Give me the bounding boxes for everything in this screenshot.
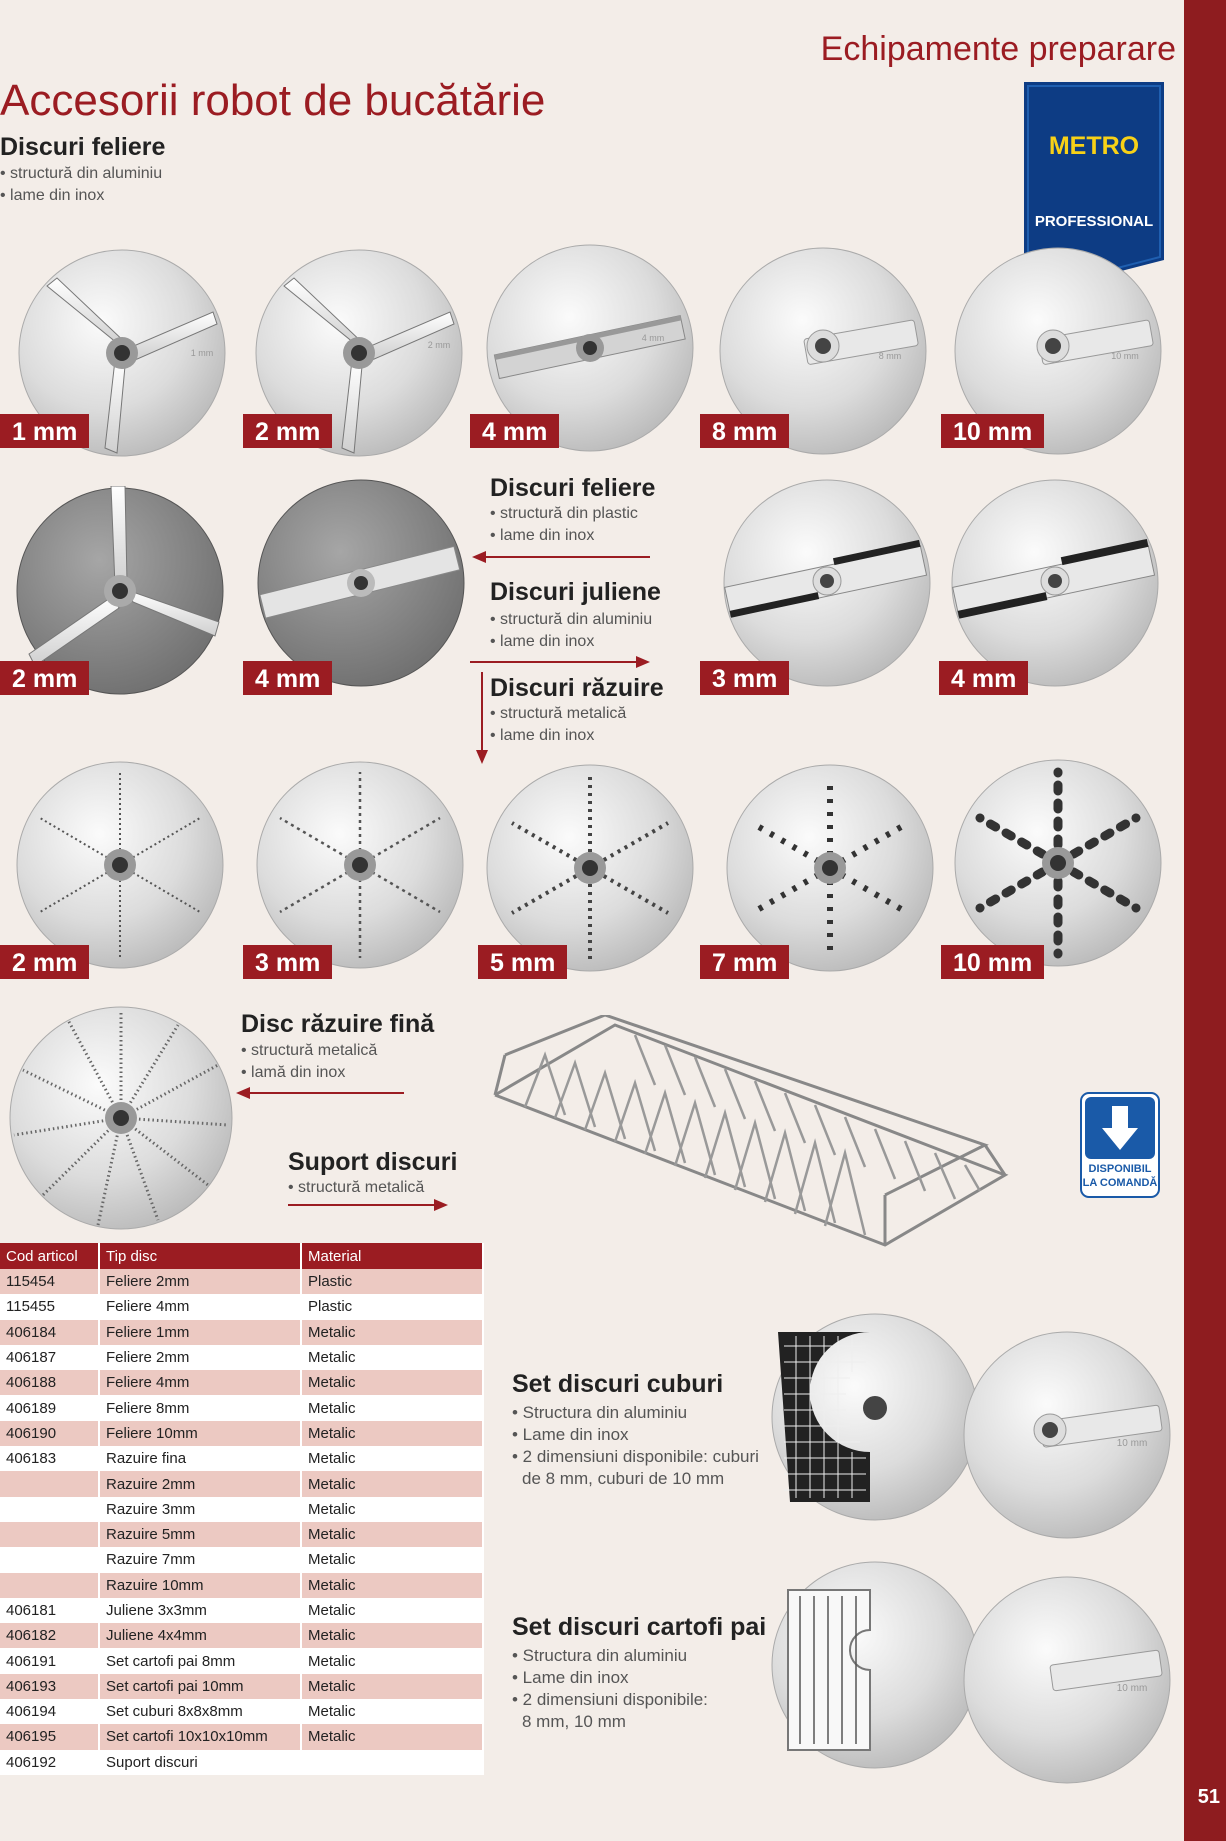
- cell-disc-type: Feliere 1mm: [99, 1320, 301, 1345]
- available-on-order-badge: [1080, 1092, 1160, 1198]
- cell-code: 115455: [0, 1294, 99, 1319]
- size-label: 3 mm: [700, 661, 789, 695]
- page-number: 51: [1197, 1786, 1220, 1808]
- size-label: 3 mm: [243, 945, 332, 979]
- group-bullets-fries-set: • Structura din aluminiu • Lame din inox • 2 dimensiuni disponibile: 8 mm, 10 mm: [512, 1646, 708, 1731]
- fine-grating-disc: [8, 1005, 234, 1231]
- group-title-slicing-plastic: Discuri feliere: [490, 474, 656, 502]
- cell-code: 406194: [0, 1699, 99, 1724]
- cell-material: [301, 1750, 483, 1775]
- cell-code: [0, 1573, 99, 1598]
- badge-line-1: DISPONIBIL: [1088, 1163, 1152, 1175]
- table-row: [0, 1269, 483, 1294]
- cell-code: [0, 1522, 99, 1547]
- cell-disc-type: Suport discuri: [99, 1750, 301, 1775]
- cell-code: 406193: [0, 1674, 99, 1699]
- cell-material: Metalic: [301, 1547, 483, 1572]
- group-bullets-dicing-set: • Structura din aluminiu • Lame din inox • 2 dimensiuni disponibile: cuburi de 8 mm, cuburi de 10 mm: [512, 1403, 759, 1488]
- size-label: 4 mm: [243, 661, 332, 695]
- cell-code: 406191: [0, 1648, 99, 1673]
- cell-disc-type: Razuire 5mm: [99, 1522, 301, 1547]
- cell-disc-type: Feliere 4mm: [99, 1294, 301, 1319]
- group-title-disc-holder: Suport discuri: [288, 1148, 458, 1176]
- cell-material: Metalic: [301, 1573, 483, 1598]
- table-header-row: [0, 1243, 483, 1269]
- plastic-slicing-disc-4mm: [256, 478, 466, 688]
- cell-disc-type: Set cuburi 8x8x8mm: [99, 1699, 301, 1724]
- cell-disc-type: Feliere 8mm: [99, 1395, 301, 1420]
- arrow-left-icon: [234, 1085, 404, 1101]
- cell-material: Metalic: [301, 1598, 483, 1623]
- table-row: [0, 1421, 483, 1446]
- svg-text:2 mm: 2 mm: [427, 340, 451, 350]
- size-label: 2 mm: [243, 414, 332, 448]
- size-label: 2 mm: [0, 661, 89, 695]
- size-label: 2 mm: [0, 945, 89, 979]
- cell-material: Metalic: [301, 1648, 483, 1673]
- cell-material: Metalic: [301, 1699, 483, 1724]
- cell-material: Metalic: [301, 1724, 483, 1749]
- cell-disc-type: Razuire 10mm: [99, 1573, 301, 1598]
- cell-code: 406190: [0, 1421, 99, 1446]
- size-label: 5 mm: [478, 945, 567, 979]
- article-table: [0, 1243, 484, 1775]
- cell-disc-type: Feliere 10mm: [99, 1421, 301, 1446]
- size-label: 1 mm: [0, 414, 89, 448]
- svg-text:10 mm: 10 mm: [1116, 1683, 1148, 1694]
- table-row: [0, 1547, 483, 1572]
- table-row: [0, 1699, 483, 1724]
- table-row: [0, 1395, 483, 1420]
- table-row: [0, 1724, 483, 1749]
- table-row: [0, 1497, 483, 1522]
- size-label: 10 mm: [941, 414, 1044, 448]
- svg-text:10 mm: 10 mm: [1111, 351, 1139, 361]
- fries-slicing-disc: [962, 1575, 1172, 1785]
- cell-material: Metalic: [301, 1345, 483, 1370]
- group-bullets-slicing-aluminium: • structură din aluminiu • lame din inox: [0, 165, 163, 204]
- table-row: [0, 1598, 483, 1623]
- cell-material: Plastic: [301, 1294, 483, 1319]
- table-row: [0, 1573, 483, 1598]
- table-row: [0, 1320, 483, 1345]
- group-bullets-grating: • structură metalică • lame din inox: [490, 705, 627, 744]
- svg-text:10 mm: 10 mm: [1116, 1438, 1148, 1449]
- cell-disc-type: Feliere 2mm: [99, 1269, 301, 1294]
- cell-disc-type: Set cartofi pai 10mm: [99, 1674, 301, 1699]
- cell-material: Metalic: [301, 1370, 483, 1395]
- group-title-julienne: Discuri juliene: [490, 578, 661, 606]
- cell-disc-type: Feliere 4mm: [99, 1370, 301, 1395]
- table-row: [0, 1522, 483, 1547]
- grating-disc-7mm: [725, 763, 935, 973]
- arrow-left-icon: [470, 549, 650, 565]
- group-bullets-julienne: • structură din aluminiu • lame din inox: [490, 611, 653, 650]
- table-row: [0, 1345, 483, 1370]
- cell-material: Plastic: [301, 1269, 483, 1294]
- table-row: [0, 1750, 483, 1775]
- cell-material: Metalic: [301, 1522, 483, 1547]
- svg-text:1 mm: 1 mm: [190, 348, 214, 358]
- size-label: 8 mm: [700, 414, 789, 448]
- arrow-right-icon: [288, 1197, 450, 1213]
- cell-code: [0, 1547, 99, 1572]
- sidebar-strip: [1184, 0, 1226, 1841]
- cell-disc-type: Feliere 2mm: [99, 1345, 301, 1370]
- group-bullets-disc-holder: • structură metalică: [288, 1179, 425, 1196]
- table-row: [0, 1370, 483, 1395]
- cell-code: 115454: [0, 1269, 99, 1294]
- svg-text:4 mm: 4 mm: [641, 333, 665, 343]
- dicing-slicing-disc: [962, 1330, 1172, 1540]
- arrow-right-icon: [470, 654, 652, 670]
- table-row: [0, 1294, 483, 1319]
- cell-code: 406192: [0, 1750, 99, 1775]
- julienne-disc-4mm: [950, 478, 1160, 688]
- cell-code: 406189: [0, 1395, 99, 1420]
- cell-code: 406184: [0, 1320, 99, 1345]
- grating-disc-2mm: [15, 760, 225, 970]
- fries-grid-disc: [770, 1560, 980, 1770]
- page-title: Accesorii robot de bucătărie: [0, 76, 546, 125]
- group-title-dicing-set: Set discuri cuburi: [512, 1370, 724, 1398]
- cell-material: Metalic: [301, 1674, 483, 1699]
- cell-code: 406195: [0, 1724, 99, 1749]
- cell-material: Metalic: [301, 1395, 483, 1420]
- disc-holder-rack-image: [485, 1015, 1025, 1255]
- svg-text:8 mm: 8 mm: [878, 351, 902, 361]
- cell-material: Metalic: [301, 1497, 483, 1522]
- cell-material: Metalic: [301, 1320, 483, 1345]
- group-title-fine-grating: Disc răzuire fină: [241, 1010, 435, 1038]
- table-row: [0, 1648, 483, 1673]
- table-row: [0, 1446, 483, 1471]
- cell-disc-type: Set cartofi pai 8mm: [99, 1648, 301, 1673]
- column-header: Cod articol: [0, 1243, 99, 1269]
- cell-disc-type: Set cartofi 10x10x10mm: [99, 1724, 301, 1749]
- cell-material: Metalic: [301, 1421, 483, 1446]
- grating-disc-5mm: [485, 763, 695, 973]
- size-label: 7 mm: [700, 945, 789, 979]
- cell-disc-type: Razuire fina: [99, 1446, 301, 1471]
- cell-disc-type: Razuire 3mm: [99, 1497, 301, 1522]
- size-label: 4 mm: [939, 661, 1028, 695]
- cell-code: [0, 1497, 99, 1522]
- cell-disc-type: Juliene 4x4mm: [99, 1623, 301, 1648]
- cell-material: Metalic: [301, 1446, 483, 1471]
- group-title-grating: Discuri răzuire: [490, 674, 664, 702]
- cell-code: [0, 1471, 99, 1496]
- table-row: [0, 1471, 483, 1496]
- cell-disc-type: Razuire 7mm: [99, 1547, 301, 1572]
- group-title-slicing-aluminium: Discuri feliere: [0, 133, 166, 161]
- column-header: Material: [301, 1243, 483, 1269]
- cell-disc-type: Razuire 2mm: [99, 1471, 301, 1496]
- column-header: Tip disc: [99, 1243, 301, 1269]
- cell-disc-type: Juliene 3x3mm: [99, 1598, 301, 1623]
- size-label: 4 mm: [470, 414, 559, 448]
- grating-disc-3mm: [255, 760, 465, 970]
- cell-code: 406181: [0, 1598, 99, 1623]
- dicing-grid-disc: [770, 1312, 980, 1522]
- group-bullets-fine-grating: • structură metalică • lamă din inox: [241, 1042, 378, 1081]
- group-title-fries-set: Set discuri cartofi pai: [512, 1613, 767, 1641]
- size-label: 10 mm: [941, 945, 1044, 979]
- table-row: [0, 1623, 483, 1648]
- badge-line-2: LA COMANDĂ: [1082, 1177, 1158, 1189]
- cell-code: 406183: [0, 1446, 99, 1471]
- section-title: Echipamente preparare: [820, 30, 1176, 68]
- metro-logo-text: METRO: [1048, 132, 1140, 160]
- cell-material: Metalic: [301, 1623, 483, 1648]
- julienne-disc-3mm: [722, 478, 932, 688]
- cell-code: 406187: [0, 1345, 99, 1370]
- arrow-down-icon: [474, 672, 490, 766]
- professional-logo-text: PROFESSIONAL: [1034, 213, 1154, 230]
- cell-material: Metalic: [301, 1471, 483, 1496]
- cell-code: 406188: [0, 1370, 99, 1395]
- grating-disc-10mm: [953, 758, 1163, 968]
- group-bullets-slicing-plastic: • structură din plastic • lame din inox: [490, 505, 638, 544]
- table-row: [0, 1674, 483, 1699]
- cell-code: 406182: [0, 1623, 99, 1648]
